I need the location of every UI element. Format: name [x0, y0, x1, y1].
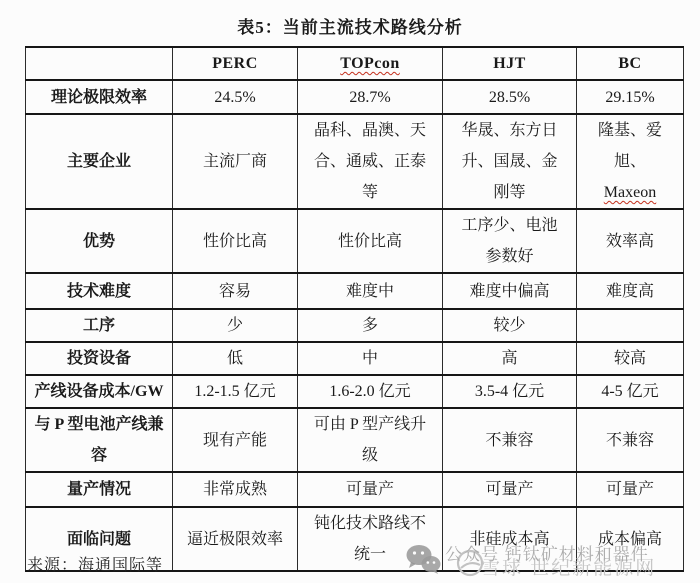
row-label: 产线设备成本/GW: [26, 375, 173, 408]
table-cell: 可量产: [443, 472, 577, 507]
table-cell: 1.6-2.0 亿元: [298, 375, 443, 408]
row-label: 技术难度: [26, 273, 173, 309]
table-cell: 隆基、爱旭、Maxeon: [577, 114, 684, 209]
table-cell: 难度中: [298, 273, 443, 309]
row-label: 与 P 型电池产线兼容: [26, 408, 173, 472]
table-cell: 晶科、晶澳、天合、通威、正泰等: [298, 114, 443, 209]
table-cell: 工序少、电池参数好: [443, 209, 577, 273]
table-cell: 性价比高: [173, 209, 298, 273]
row-label: 工序: [26, 309, 173, 342]
table-cell: 4-5 亿元: [577, 375, 684, 408]
spellcheck-underline: TOPcon: [340, 55, 400, 72]
table-cell: 可量产: [577, 472, 684, 507]
table-cell: 难度中偏高: [443, 273, 577, 309]
table-cell: 中: [298, 342, 443, 375]
table-cell: 性价比高: [298, 209, 443, 273]
column-header: [298, 47, 443, 80]
row-label: 量产情况: [26, 472, 173, 507]
table-row: [26, 209, 684, 273]
table-cell: 现有产能: [173, 408, 298, 472]
table-cell: 较高: [577, 342, 684, 375]
table-cell: 效率高: [577, 209, 684, 273]
source-note: 来源：海通国际等: [27, 557, 164, 574]
table-cell: 29.15%: [577, 80, 684, 114]
row-label: 主要企业: [26, 114, 173, 209]
tech-routes-table: [25, 46, 684, 572]
table-cell: 少: [173, 309, 298, 342]
table-row: [26, 309, 684, 342]
table-cell: 3.5-4 亿元: [443, 375, 577, 408]
table-cell: 24.5%: [173, 80, 298, 114]
table-cell: 28.5%: [443, 80, 577, 114]
table-cell: 容易: [173, 273, 298, 309]
table-cell: 不兼容: [443, 408, 577, 472]
column-header: BC: [577, 47, 684, 80]
corner-cell: [26, 47, 173, 80]
table-cell: 低: [173, 342, 298, 375]
table-row: [26, 342, 684, 375]
table-row: [26, 273, 684, 309]
column-header: PERC: [173, 47, 298, 80]
table-cell: 1.2-1.5 亿元: [173, 375, 298, 408]
table-cell: 非常成熟: [173, 472, 298, 507]
table-cell: 可由 P 型产线升级: [298, 408, 443, 472]
table-row: [26, 472, 684, 507]
table-cell: 非硅成本高: [443, 507, 577, 571]
row-label: 投资设备: [26, 342, 173, 375]
table-cell: 钝化技术路线不统一: [298, 507, 443, 571]
table-cell: 逼近极限效率: [173, 507, 298, 571]
table-row: [26, 375, 684, 408]
table-cell: 华晟、东方日升、国晟、金刚等: [443, 114, 577, 209]
spellcheck-underline: Maxeon: [603, 184, 657, 201]
row-label: 优势: [26, 209, 173, 273]
watermark-text-2: 雪球 世纪新能源网: [481, 558, 657, 579]
table-cell: 28.7%: [298, 80, 443, 114]
table-cell: 成本偏高: [577, 507, 684, 571]
table-cell: 主流厂商: [173, 114, 298, 209]
table-cell: 可量产: [298, 472, 443, 507]
watermark-text-1: 公众号 钙钛矿材料和器件: [445, 545, 649, 564]
table-cell: [577, 309, 684, 342]
table-cell: 多: [298, 309, 443, 342]
column-header: HJT: [443, 47, 577, 80]
table-cell: 高: [443, 342, 577, 375]
row-label: 理论极限效率: [26, 80, 173, 114]
table-row: [26, 80, 684, 114]
table-row: [26, 114, 684, 209]
table-row: [26, 408, 684, 472]
table-cell: 不兼容: [577, 408, 684, 472]
table-cell: 较少: [443, 309, 577, 342]
table-title: 表5：当前主流技术路线分析: [237, 18, 463, 37]
table-cell: 难度高: [577, 273, 684, 309]
row-label: 面临问题: [26, 507, 173, 571]
